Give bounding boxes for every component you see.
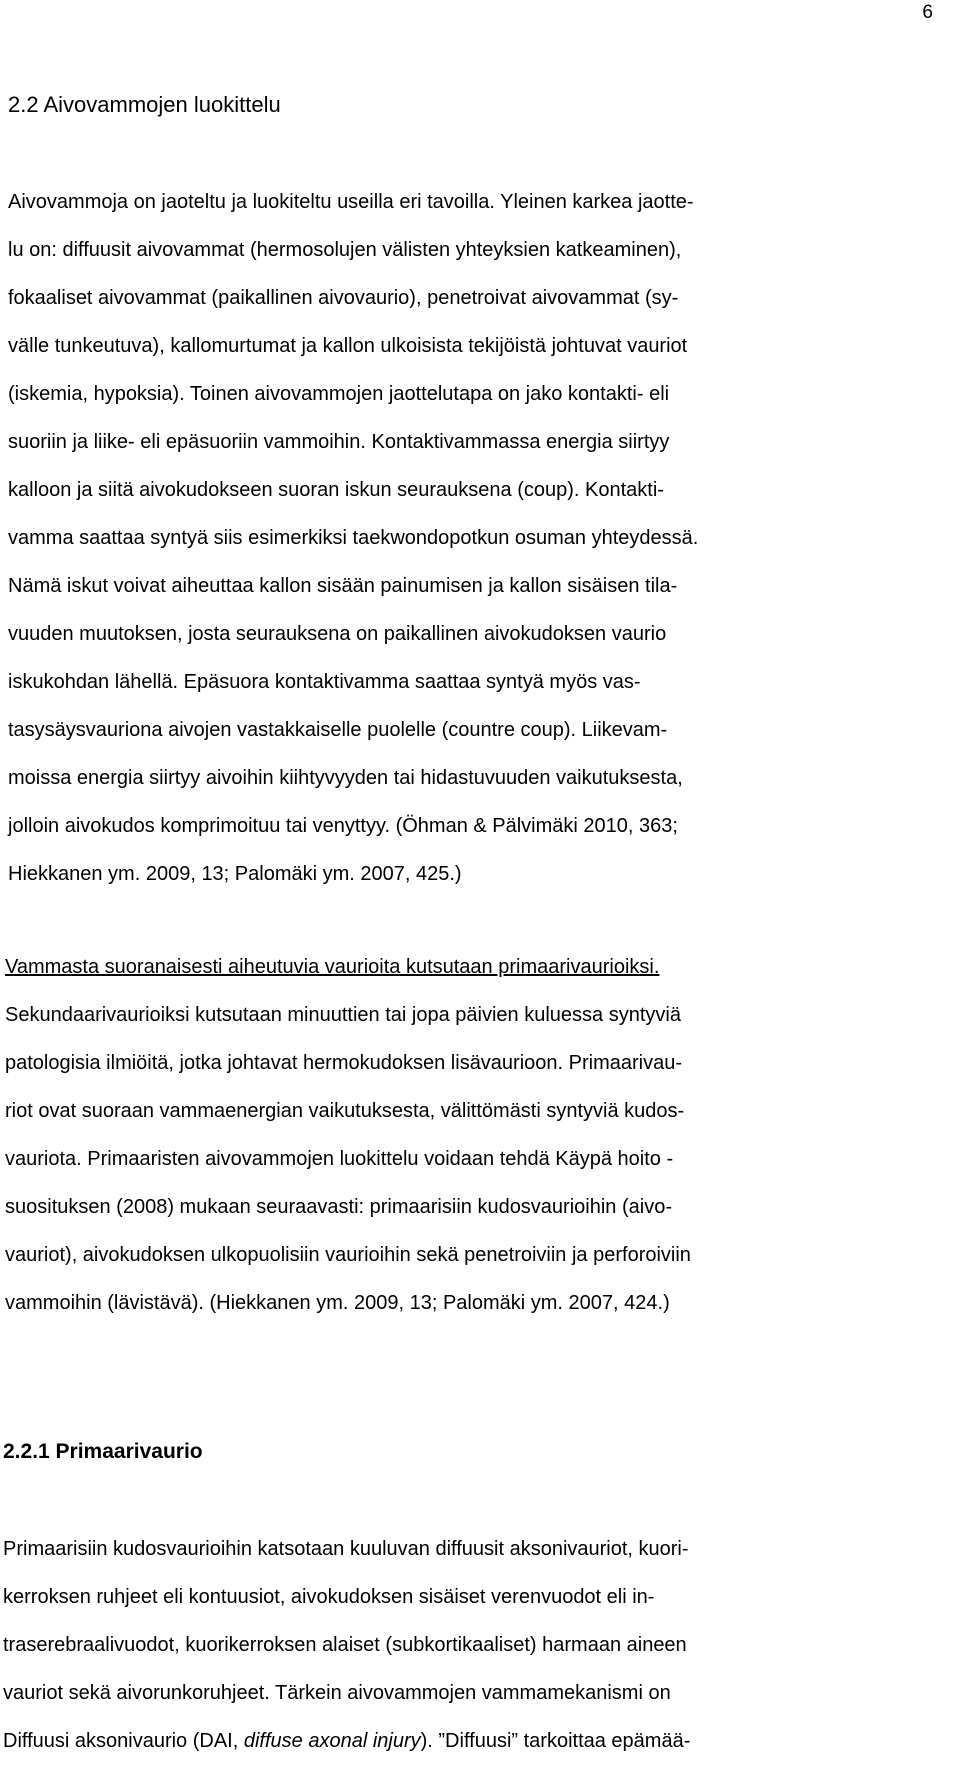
paragraph-line: vauriot), aivokudoksen ulkopuolisiin vaurioihin sekä penetroiviin ja perforoiviin <box>5 1244 691 1266</box>
paragraph-line: tasysäysvauriona aivojen vastakkaiselle puolelle (countre coup). Liikevam- <box>8 719 668 741</box>
text-segment: ). ”Diffuusi” tarkoittaa epämää- <box>420 1730 691 1752</box>
page-number: 6 <box>922 2 933 23</box>
paragraph-line: kalloon ja siitä aivokudokseen suoran iskun seurauksena (coup). Kontakti- <box>8 479 664 501</box>
paragraph-line: suoriin ja liike- eli epäsuoriin vammoihin. Kontaktivammassa energia siirtyy <box>8 431 670 453</box>
paragraph-line: vuuden muutoksen, josta seurauksena on paikallinen aivokudoksen vaurio <box>8 623 667 645</box>
paragraph-line <box>0 1717 960 1765</box>
paragraph-1 <box>0 178 960 898</box>
paragraph-line: Aivovammoja on jaoteltu ja luokiteltu useilla eri tavoilla. Yleinen karkea jaotte- <box>8 191 694 213</box>
paragraph-line: traserebraalivuodot, kuorikerroksen alaiset (subkortikaaliset) harmaan aineen <box>3 1634 687 1656</box>
paragraph-line: vammoihin (lävistävä). (Hiekkanen ym. 2009, 13; Palomäki ym. 2007, 424.) <box>5 1292 670 1314</box>
italic-term: diffuse axonal injury <box>243 1730 421 1752</box>
paragraph-line: Sekundaarivaurioiksi kutsutaan minuuttien tai jopa päivien kuluessa syntyviä <box>5 1004 681 1026</box>
paragraph-line: Nämä iskut voivat aiheuttaa kallon sisään painumisen ja kallon sisäisen tila- <box>8 575 678 597</box>
subsection-heading: 2.2.1 Primaarivaurio <box>3 1440 203 1463</box>
paragraph-line: Primaarisiin kudosvaurioihin katsotaan kuuluvan diffuusit aksonivauriot, kuori- <box>3 1538 689 1560</box>
paragraph-line: jolloin aivokudos komprimoituu tai venyttyy. (Öhman & Pälvimäki 2010, 363; <box>8 815 678 837</box>
paragraph-line: lu on: diffuusit aivovammat (hermosolujen välisten yhteyksien katkeaminen), <box>8 239 682 261</box>
paragraph-line: iskukohdan lähellä. Epäsuora kontaktivamma saattaa syntyä myös vas- <box>8 671 641 693</box>
paragraph-line: riot ovat suoraan vammaenergian vaikutuksesta, välittömästi syntyviä kudos- <box>5 1100 685 1122</box>
text-segment: Diffuusi aksonivaurio (DAI, <box>3 1730 244 1752</box>
paragraph-line: moissa energia siirtyy aivoihin kiihtyvyyden tai hidastuvuuden vaikutuksesta, <box>8 767 683 789</box>
paragraph-line: välle tunkeutuva), kallomurtumat ja kallon ulkoisista tekijöistä johtuvat vauriot <box>8 335 688 357</box>
paragraph-line: patologisia ilmiöitä, jotka johtavat hermokudoksen lisävaurioon. Primaarivau- <box>5 1052 683 1074</box>
paragraph-line: suosituksen (2008) mukaan seuraavasti: primaarisiin kudosvaurioihin (aivo- <box>5 1196 672 1218</box>
paragraph-line: fokaaliset aivovammat (paikallinen aivovaurio), penetroivat aivovammat (sy- <box>8 287 679 309</box>
paragraph-3 <box>0 1525 960 1765</box>
paragraph-line: Vammasta suoranaisesti aiheutuvia vaurioita kutsutaan primaarivaurioiksi. <box>5 956 660 978</box>
paragraph-line: vamma saattaa syntyä siis esimerkiksi taekwondopotkun osuman yhteydessä. <box>8 527 699 549</box>
paragraph-line: vauriot sekä aivorunkoruhjeet. Tärkein aivovammojen vammamekanismi on <box>3 1682 671 1704</box>
paragraph-2 <box>0 943 960 1327</box>
paragraph-line: Hiekkanen ym. 2009, 13; Palomäki ym. 2007, 425.) <box>8 863 462 885</box>
paragraph-line: vauriota. Primaaristen aivovammojen luokittelu voidaan tehdä Käypä hoito - <box>5 1148 674 1170</box>
paragraph-line: kerroksen ruhjeet eli kontuusiot, aivokudoksen sisäiset verenvuodot eli in- <box>3 1586 655 1608</box>
paragraph-line: (iskemia, hypoksia). Toinen aivovammojen jaottelutapa on jako kontakti- eli <box>8 383 670 405</box>
section-heading: 2.2 Aivovammojen luokittelu <box>8 92 281 117</box>
